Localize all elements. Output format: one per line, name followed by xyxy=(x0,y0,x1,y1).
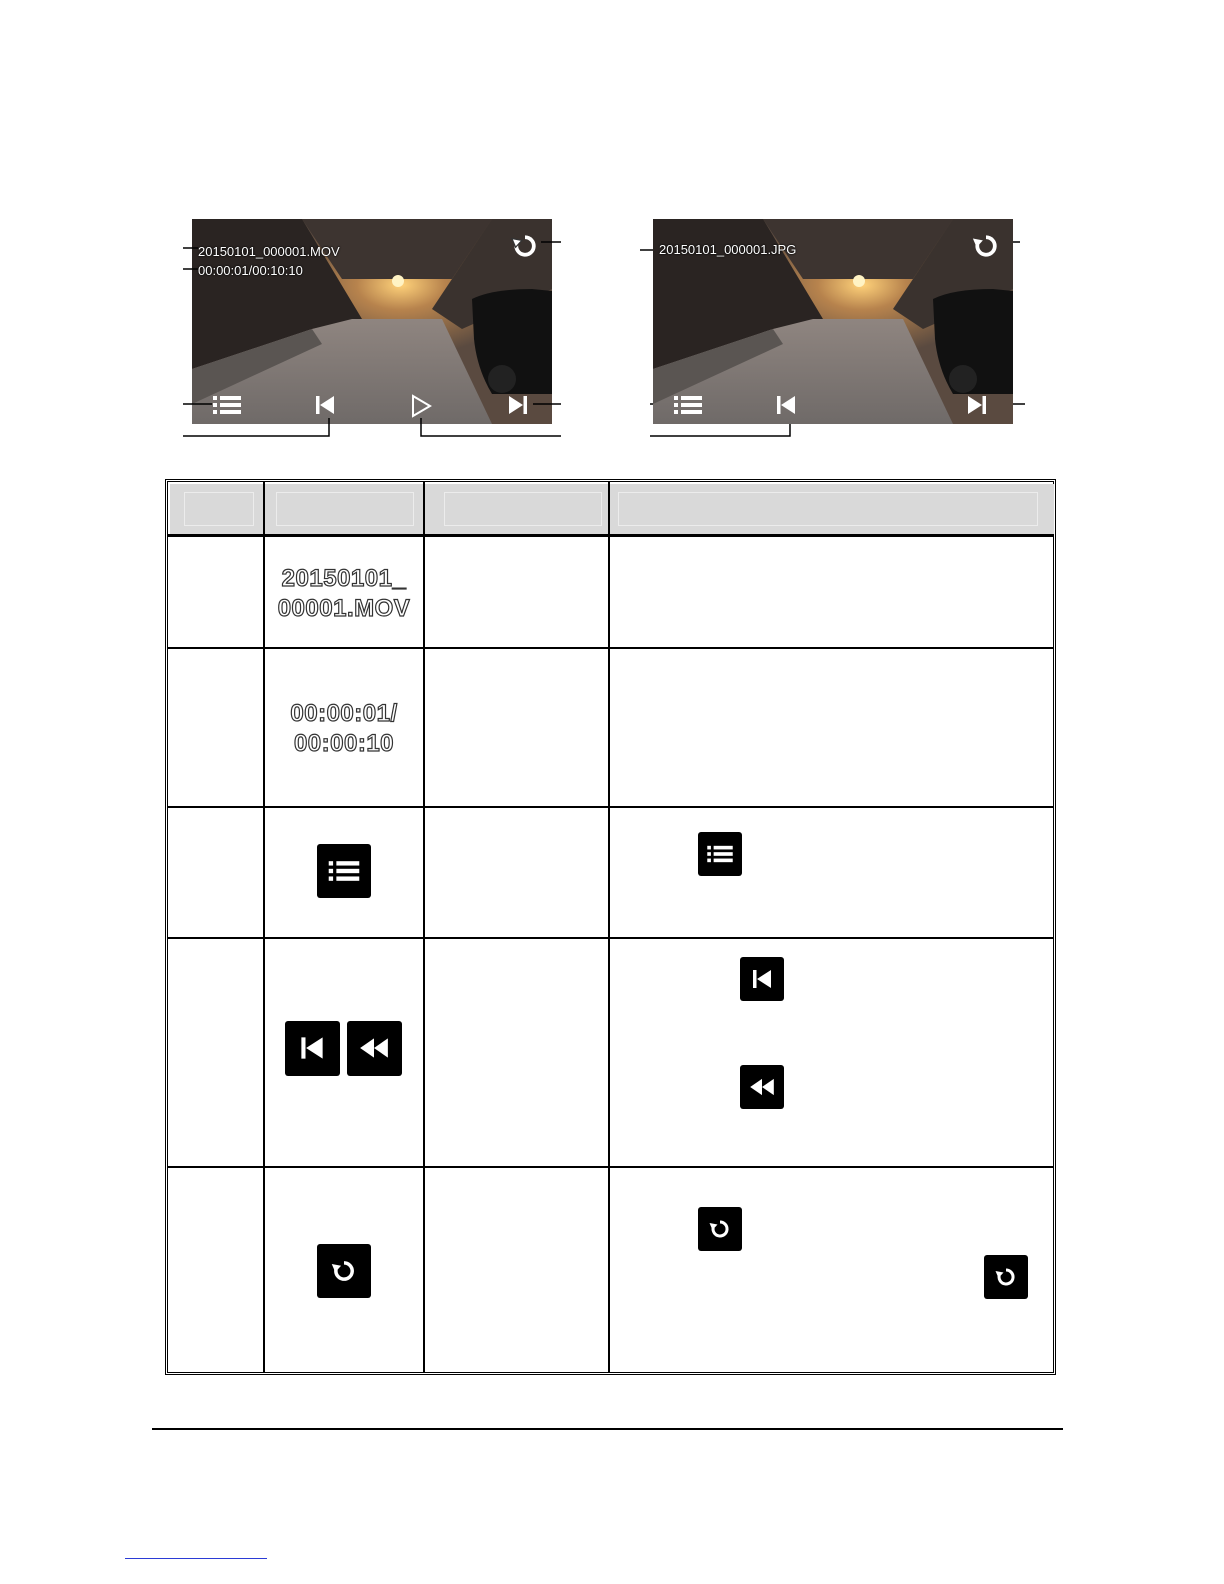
list-icon[interactable] xyxy=(673,394,703,416)
rotate-icon xyxy=(708,1217,732,1241)
column-divider xyxy=(608,482,610,1372)
list-icon xyxy=(706,844,734,864)
rewind-button[interactable] xyxy=(347,1021,402,1076)
text-line: 00:00:10 xyxy=(293,730,395,757)
skip-previous-icon xyxy=(751,968,773,990)
header-cell xyxy=(184,492,254,526)
header-cell xyxy=(276,492,414,526)
row-divider xyxy=(168,647,1053,649)
footer-link-underline[interactable] xyxy=(125,1558,267,1559)
skip-previous-icon xyxy=(299,1035,325,1061)
menu-button[interactable] xyxy=(698,832,742,876)
skip-next-icon[interactable] xyxy=(507,394,529,416)
rotate-icon xyxy=(994,1265,1018,1289)
video-playback-screen xyxy=(192,219,552,424)
rotate-icon xyxy=(330,1257,358,1285)
video-filename-label: 20150101_000001.MOV xyxy=(198,244,340,259)
skip-next-icon[interactable] xyxy=(966,394,988,416)
photo-playback-screen xyxy=(653,219,1013,424)
skip-previous-icon[interactable] xyxy=(775,394,797,416)
rotate-icon[interactable] xyxy=(510,231,540,261)
footer-divider xyxy=(152,1428,1063,1430)
playback-controls-table xyxy=(165,479,1056,1375)
header-cell xyxy=(444,492,602,526)
photo-filename-label: 20150101_000001.JPG xyxy=(659,242,797,257)
list-icon[interactable] xyxy=(212,394,242,416)
rotate-button[interactable] xyxy=(984,1255,1028,1299)
row-divider xyxy=(168,534,1053,537)
filename-sample-text xyxy=(265,564,423,624)
menu-button[interactable] xyxy=(317,844,371,898)
row-divider xyxy=(168,937,1053,939)
rewind-icon xyxy=(358,1036,390,1060)
skip-previous-button[interactable] xyxy=(740,957,784,1001)
list-icon xyxy=(327,859,361,883)
rotate-button[interactable] xyxy=(317,1244,371,1298)
text-line: 00:00:01/ xyxy=(290,700,398,727)
play-icon[interactable] xyxy=(410,394,432,418)
skip-previous-icon[interactable] xyxy=(314,394,336,416)
rewind-button[interactable] xyxy=(740,1065,784,1109)
skip-previous-button[interactable] xyxy=(285,1021,340,1076)
time-sample-text xyxy=(265,699,423,759)
column-divider xyxy=(423,482,425,1372)
row-divider xyxy=(168,806,1053,808)
video-time-label: 00:00:01/00:10:10 xyxy=(198,263,303,278)
rewind-icon xyxy=(748,1077,776,1097)
rotate-button[interactable] xyxy=(698,1207,742,1251)
row-divider xyxy=(168,1166,1053,1168)
header-cell xyxy=(618,492,1038,526)
text-line: 00001.MOV xyxy=(277,595,411,622)
rotate-icon[interactable] xyxy=(971,231,1001,261)
text-line: 20150101_ xyxy=(281,565,407,592)
